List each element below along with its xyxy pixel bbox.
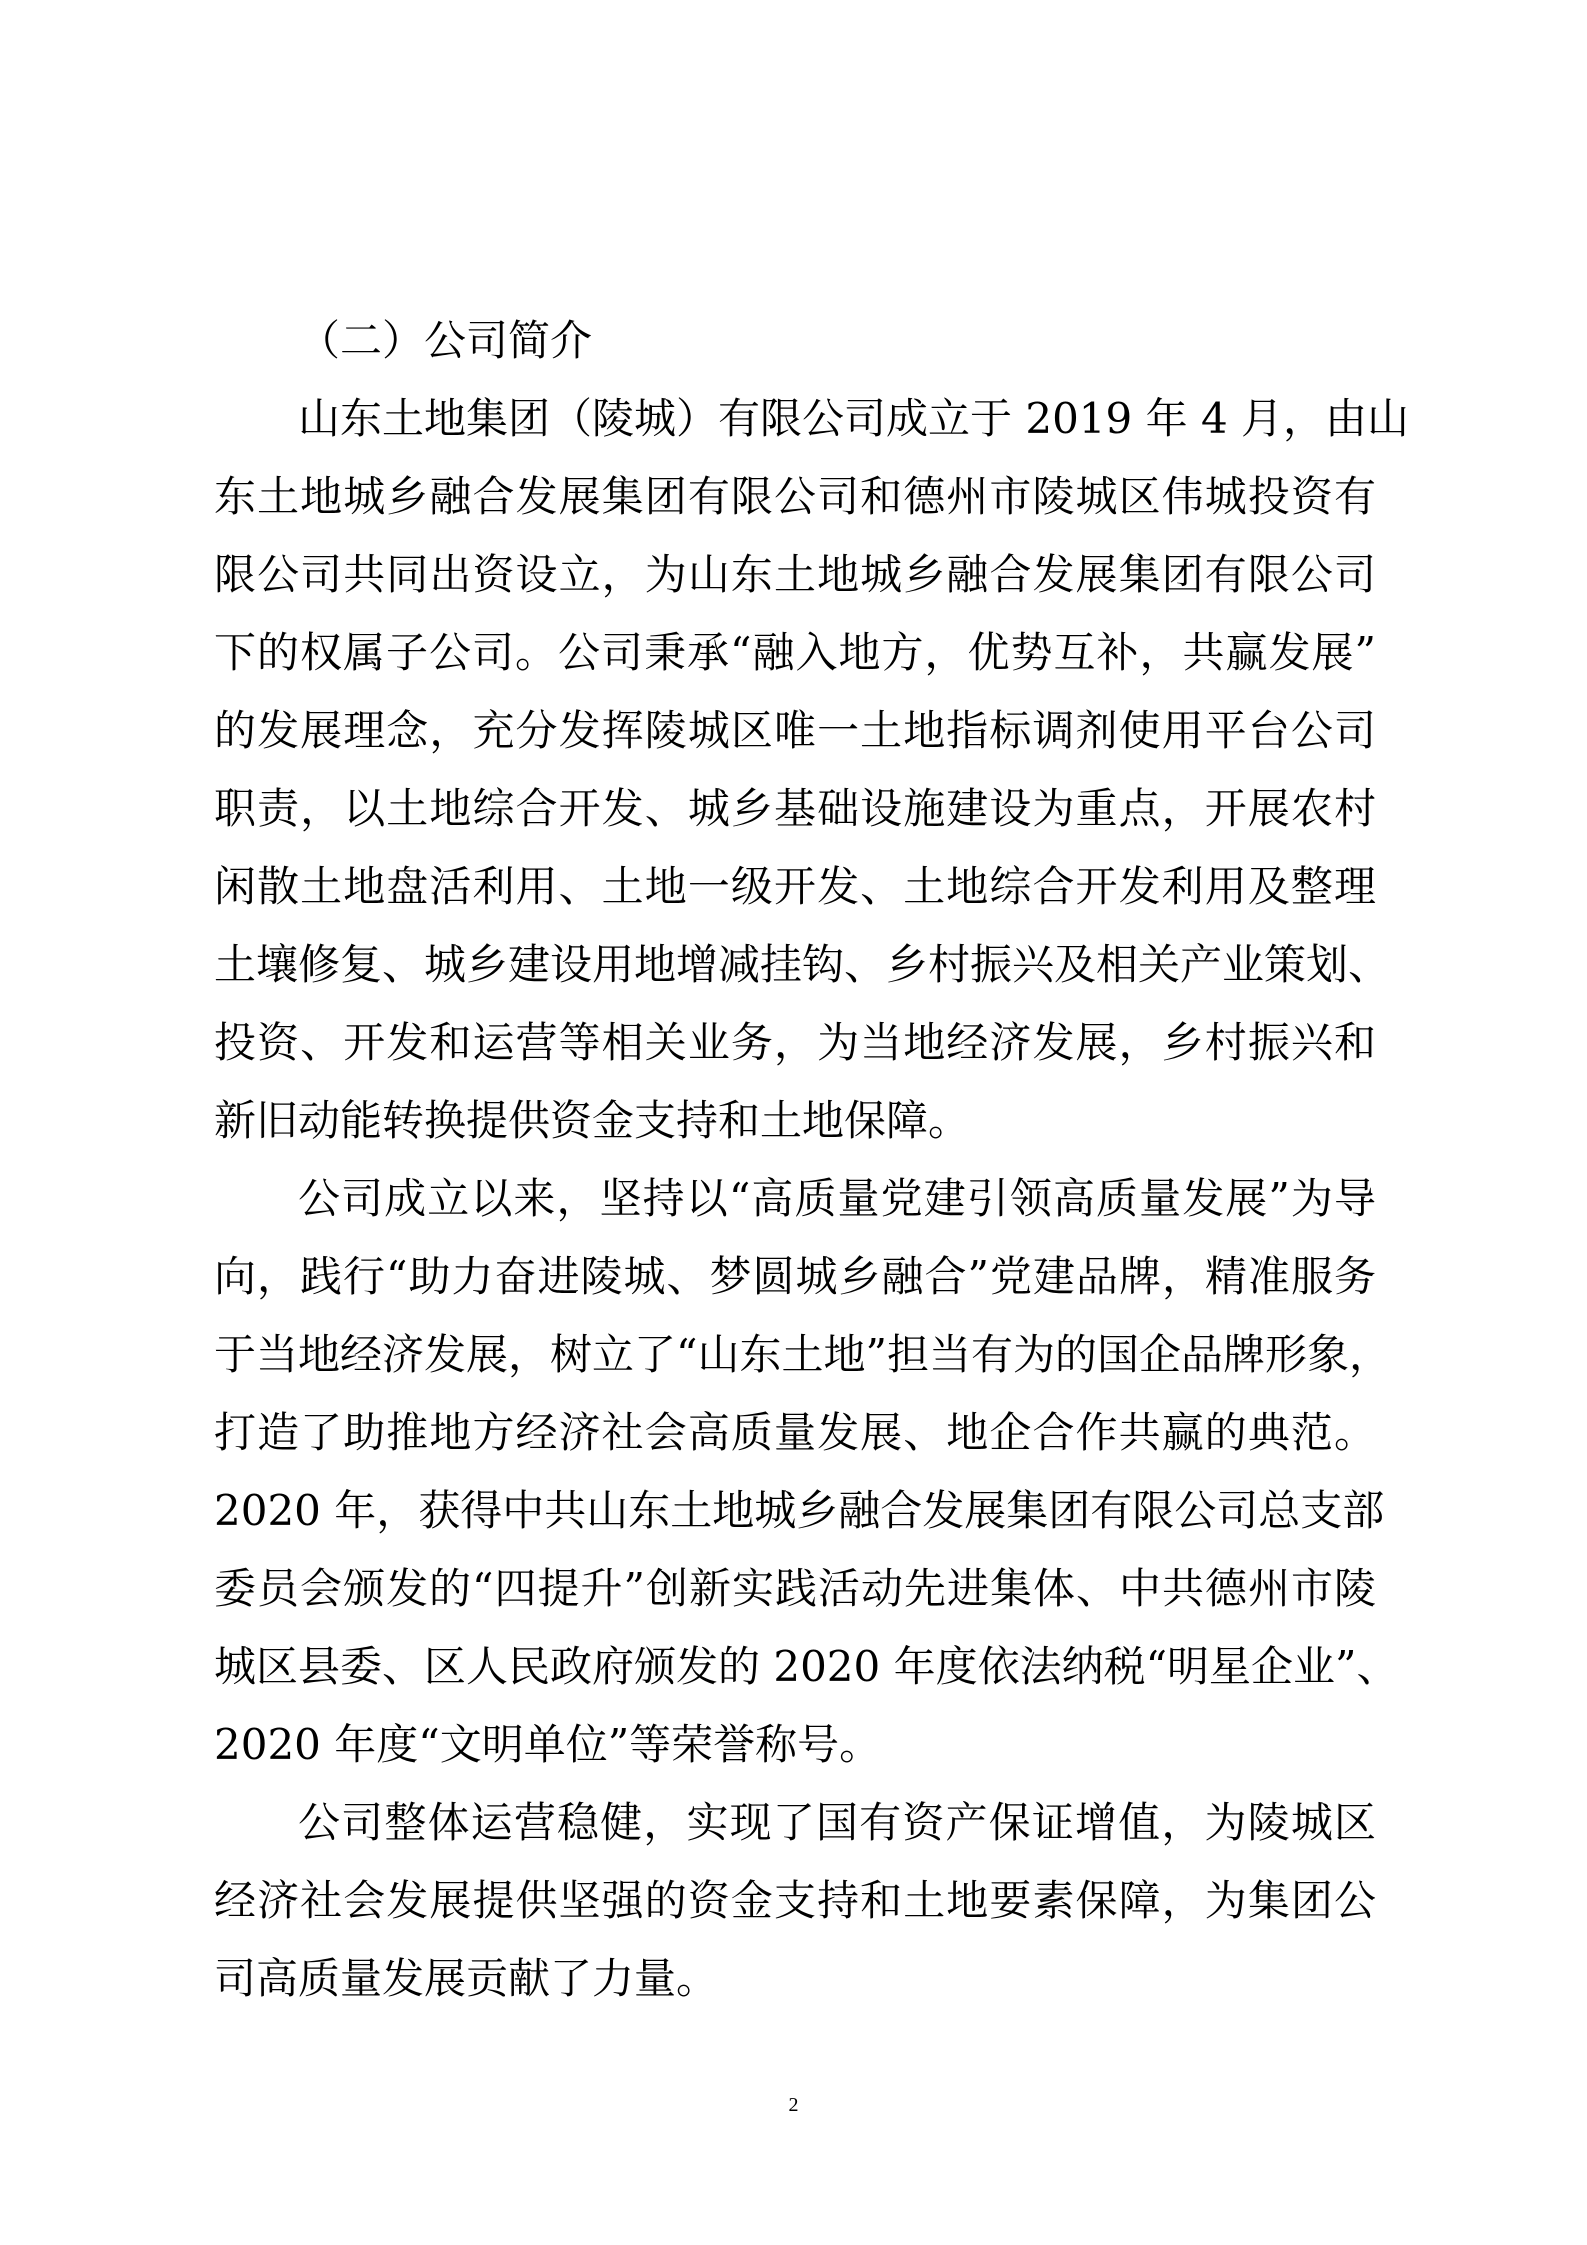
paragraph-line: 经济社会发展提供坚强的资金支持和土地要素保障，为集团公 [214,1876,1376,1925]
paragraph [214,1784,1376,2018]
paragraph-container [214,380,1410,2018]
paragraph-line: 打造了助推地方经济社会高质量发展、地企合作共赢的典范。 [214,1408,1376,1457]
paragraph-line: 土壤修复、城乡建设用地增减挂钩、乡村振兴及相关产业策划、 [214,940,1391,989]
paragraph-line: 公司整体运营稳健，实现了国有资产保证增值，为陵城区 [298,1798,1376,1847]
paragraph-line: 限公司共同出资设立，为山东土地城乡融合发展集团有限公司 [214,550,1376,599]
paragraph-line: 闲散土地盘活利用、土地一级开发、土地综合开发利用及整理 [214,862,1376,911]
section-heading: （二）公司简介 [298,316,593,365]
paragraph-line: 下的权属子公司。公司秉承“融入地方，优势互补，共赢发展” [214,628,1376,677]
paragraph-line: 委员会颁发的“四提升”创新实践活动先进集体、中共德州市陵 [214,1564,1376,1613]
paragraph-line: 2020 年度“文明单位”等荣誉称号。 [214,1720,882,1769]
paragraph-line: 的发展理念，充分发挥陵城区唯一土地指标调剂使用平台公司 [214,706,1376,755]
paragraph-line: 2020 年，获得中共山东土地城乡融合发展集团有限公司总支部 [214,1486,1385,1535]
paragraph-line: 向，践行“助力奋进陵城、梦圆城乡融合”党建品牌，精准服务 [214,1252,1376,1301]
paragraph-line: 东土地城乡融合发展集团有限公司和德州市陵城区伟城投资有 [214,472,1376,521]
paragraph-line: 山东土地集团（陵城）有限公司成立于 2019 年 4 月，由山 [298,394,1410,443]
paragraph-line: 于当地经济发展，树立了“山东土地”担当有为的国企品牌形象， [214,1330,1391,1379]
paragraph [214,1160,1399,1784]
paragraph-line: 新旧动能转换提供资金支持和土地保障。 [214,1096,971,1145]
paragraph-line: 司高质量发展贡献了力量。 [214,1954,719,2003]
paragraph [214,380,1410,1160]
paragraph-line: 职责，以土地综合开发、城乡基础设施建设为重点，开展农村 [214,784,1376,833]
document-body [214,302,1410,2018]
page-number: 2 [788,2094,799,2116]
paragraph-line: 城区县委、区人民政府颁发的 2020 年度依法纳税“明星企业”、 [214,1642,1399,1691]
paragraph-line: 投资、开发和运营等相关业务，为当地经济发展，乡村振兴和 [214,1018,1376,1067]
paragraph-line: 公司成立以来，坚持以“高质量党建引领高质量发展”为导 [298,1174,1376,1223]
